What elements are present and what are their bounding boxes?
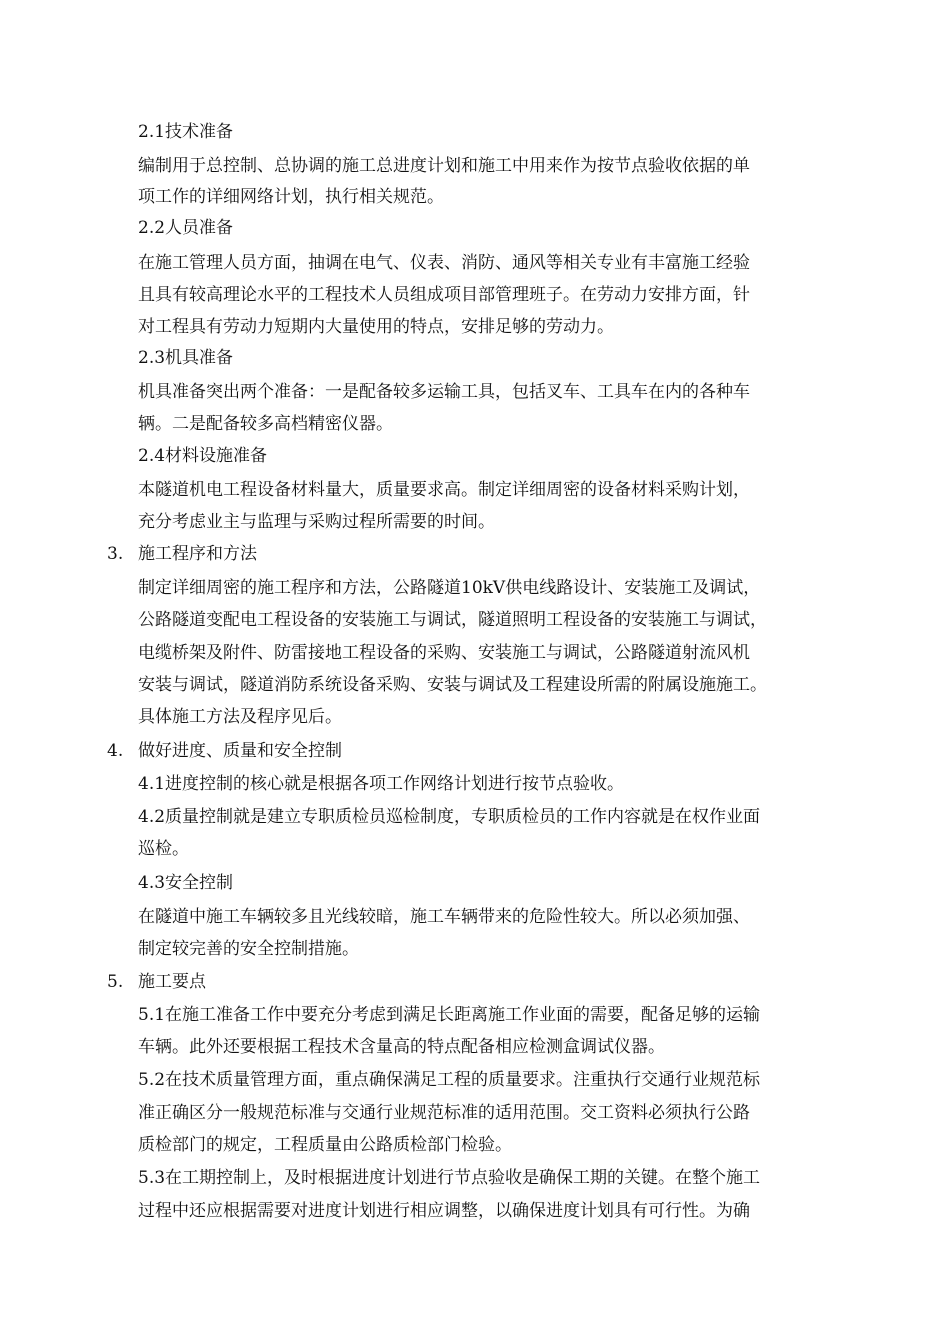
paragraph-line: 4.1进度控制的核心就是根据各项工作网络计划进行按节点验收。	[138, 774, 625, 794]
subheading-4-3: 4.3安全控制	[138, 873, 234, 893]
paragraph-line: 车辆。此外还要根据工程技术含量高的特点配备相应检测盒调试仪器。	[138, 1037, 665, 1057]
subheading-2-4: 2.4材料设施准备	[138, 446, 268, 466]
section-heading-4: 做好进度、质量和安全控制	[138, 741, 342, 761]
paragraph-line: 且具有较高理论水平的工程技术人员组成项目部管理班子。在劳动力安排方面，针	[138, 285, 750, 305]
paragraph-line: 4.2质量控制就是建立专职质检员巡检制度，专职质检员的工作内容就是在权作业面	[138, 807, 761, 827]
paragraph-line: 5.3在工期控制上，及时根据进度计划进行节点验收是确保工期的关键。在整个施工	[138, 1168, 761, 1188]
paragraph-line: 准正确区分一般规范标准与交通行业规范标准的适用范围。交工资料必须执行公路	[138, 1103, 750, 1123]
paragraph-line: 制定详细周密的施工程序和方法，公路隧道10kV供电线路设计、安装施工及调试，	[138, 578, 761, 598]
paragraph-line: 在施工管理人员方面，抽调在电气、仪表、消防、通风等相关专业有丰富施工经验	[138, 253, 750, 273]
paragraph-line: 具体施工方法及程序见后。	[138, 707, 342, 727]
paragraph-line: 5.2在技术质量管理方面，重点确保满足工程的质量要求。注重执行交通行业规范标	[138, 1070, 761, 1090]
paragraph-line: 编制用于总控制、总协调的施工总进度计划和施工中用来作为按节点验收依据的单	[138, 156, 750, 176]
subheading-2-3: 2.3机具准备	[138, 348, 234, 368]
list-number-4: 4.	[107, 741, 124, 761]
section-heading-5: 施工要点	[138, 972, 206, 992]
list-number-5: 5.	[107, 972, 124, 992]
section-heading-3: 施工程序和方法	[138, 544, 257, 564]
paragraph-line: 巡检。	[138, 839, 189, 859]
paragraph-line: 5.1在施工准备工作中要充分考虑到满足长距离施工作业面的需要，配备足够的运输	[138, 1005, 761, 1025]
paragraph-line: 机具准备突出两个准备：一是配备较多运输工具，包括叉车、工具车在内的各种车	[138, 382, 750, 402]
list-number-3: 3.	[107, 544, 124, 564]
paragraph-line: 质检部门的规定，工程质量由公路质检部门检验。	[138, 1135, 512, 1155]
paragraph-line: 充分考虑业主与监理与采购过程所需要的时间。	[138, 512, 495, 532]
paragraph-line: 公路隧道变配电工程设备的安装施工与调试，隧道照明工程设备的安装施工与调试，	[138, 610, 767, 630]
paragraph-line: 制定较完善的安全控制措施。	[138, 939, 359, 959]
subheading-2-2: 2.2人员准备	[138, 218, 234, 238]
subheading-2-1: 2.1技术准备	[138, 122, 234, 142]
paragraph-line: 辆。二是配备较多高档精密仪器。	[138, 414, 393, 434]
paragraph-line: 项工作的详细网络计划，执行相关规范。	[138, 187, 444, 207]
paragraph-line: 在隧道中施工车辆较多且光线较暗，施工车辆带来的危险性较大。所以必须加强、	[138, 907, 750, 927]
paragraph-line: 本隧道机电工程设备材料量大，质量要求高。制定详细周密的设备材料采购计划，	[138, 480, 750, 500]
paragraph-line: 对工程具有劳动力短期内大量使用的特点，安排足够的劳动力。	[138, 317, 614, 337]
paragraph-line: 过程中还应根据需要对进度计划进行相应调整，以确保进度计划具有可行性。为确	[138, 1201, 750, 1221]
paragraph-line: 电缆桥架及附件、防雷接地工程设备的采购、安装施工与调试，公路隧道射流风机	[138, 643, 750, 663]
paragraph-line: 安装与调试，隧道消防系统设备采购、安装与调试及工程建设所需的附属设施施工。	[138, 675, 767, 695]
